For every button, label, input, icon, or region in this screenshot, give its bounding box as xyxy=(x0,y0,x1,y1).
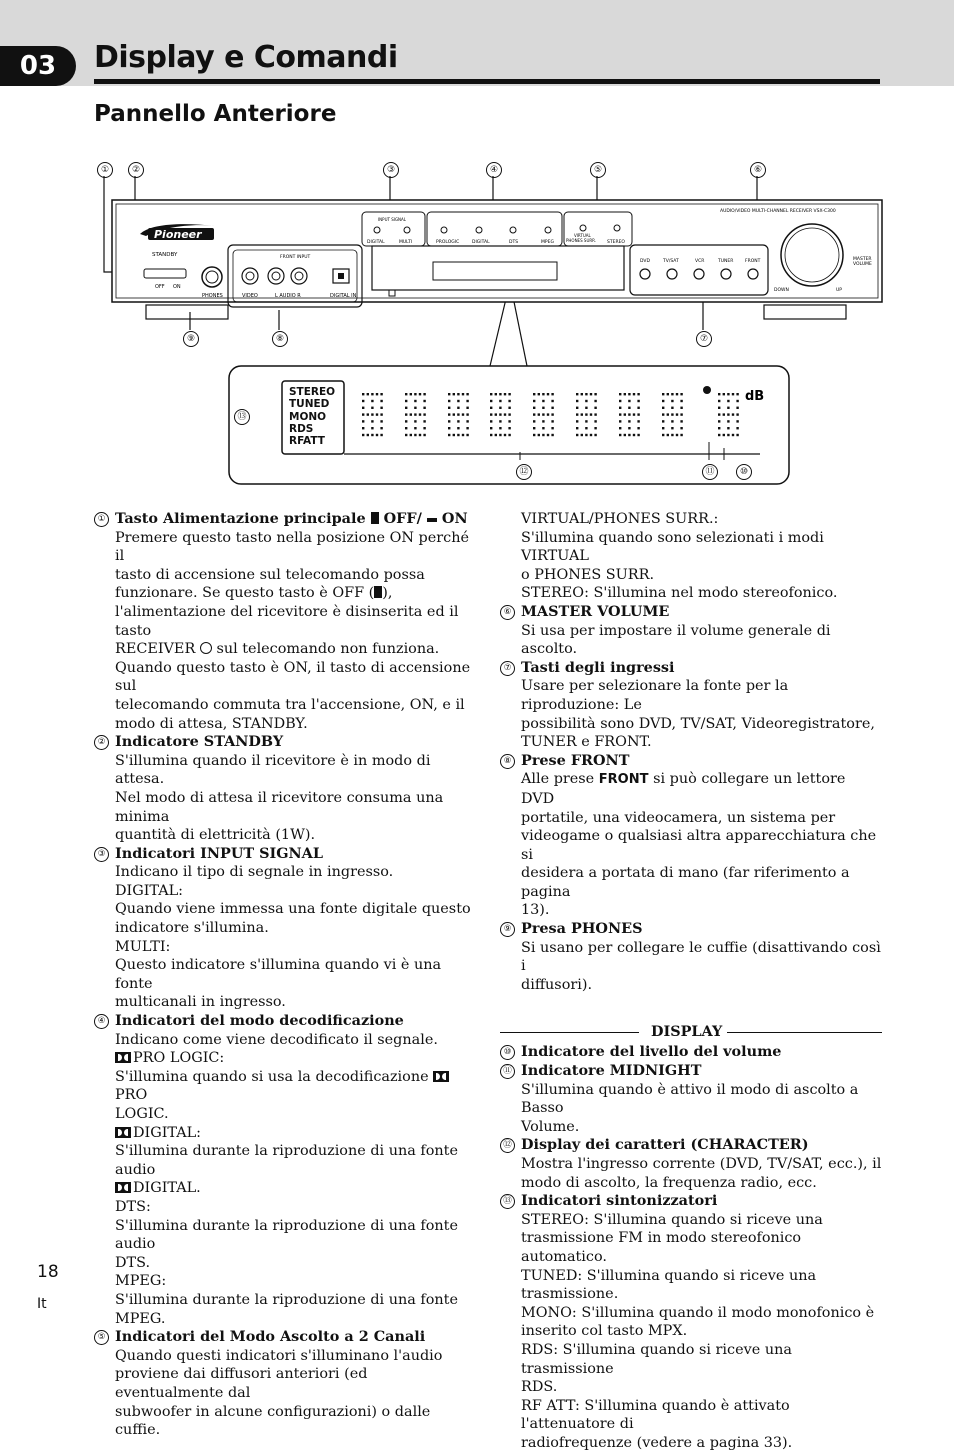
dolby-icon xyxy=(115,1127,131,1138)
callout-9: ⑨ xyxy=(183,331,199,347)
item-2ch: ⑤ Indicatori del Modo Ascolto a 2 Canali Quando questi indicatori s'illuminano l'audio proviene dai diffusori anteriori (ed eventualmente dal subwoofer in alcune configurazioni) o dalle cuffie. xyxy=(94,1328,480,1440)
svg-text:AUDIO/VIDEO MULTI-CHANNEL RECE: AUDIO/VIDEO MULTI-CHANNEL RECEIVER VSX-C300 xyxy=(720,209,836,214)
callout-5: ⑤ xyxy=(590,162,606,178)
svg-text:DTS: DTS xyxy=(509,240,519,245)
item-tuner: ⑬ Indicatori sintonizzatori STEREO: S'illumina quando si riceve una trasmissione FM in modo stereofonico automatico. TUNED: S'illumina quando si riceve una trasmissione. MONO: S'illumina quando il modo monofonico è inserito col tasto MPX. RDS: S'illumina quando si riceve una trasmissione RDS. RF ATT: S'illumina quando è attivato l'attenuatore di radiofrequenze (vedere a pagina 33). xyxy=(500,1192,882,1452)
item-midnight: ⑪ Indicatore MIDNIGHT S'illumina quando è attivo il modo di ascolto a Basso Volume. xyxy=(500,1062,882,1136)
svg-text:PROLOGIC: PROLOGIC xyxy=(436,240,460,245)
svg-text:VCR: VCR xyxy=(695,259,705,264)
switch-off-icon xyxy=(371,512,379,524)
svg-text:STANDBY: STANDBY xyxy=(152,252,178,258)
tuner-indicator: STEREO xyxy=(289,386,336,398)
tuner-indicator: RFATT xyxy=(289,435,325,448)
callout-6: ⑥ xyxy=(750,162,766,178)
tuner-indicator: TUNED xyxy=(289,398,330,411)
svg-text:PHONES SURR.: PHONES SURR. xyxy=(566,238,597,243)
page-title: Display e Comandi xyxy=(94,40,398,75)
svg-text:DIGITAL: DIGITAL xyxy=(367,240,385,245)
section-title: Pannello Anteriore xyxy=(94,101,337,127)
item-phones: ⑨ Presa PHONES Si usano per collegare le cuffie (disattivando così i diffusori). xyxy=(500,920,882,994)
svg-text:TUNER: TUNER xyxy=(718,259,734,264)
svg-text:VIRTUAL: VIRTUAL xyxy=(574,233,591,238)
item-character: ⑫ Display dei caratteri (CHARACTER) Mostra l'ingresso corrente (DVD, TV/SAT, ecc.), il modo di ascolto, la frequenza radio, ecc. xyxy=(500,1136,882,1192)
svg-text:MASTER: MASTER xyxy=(853,257,872,262)
item-master-volume: ⑥ MASTER VOLUME Si usa per impostare il volume generale di ascolto. xyxy=(500,603,882,659)
tuner-indicator: MONO xyxy=(289,410,327,423)
callout-2: ② xyxy=(128,162,144,178)
power-icon xyxy=(200,642,212,654)
svg-text:VIDEO: VIDEO xyxy=(242,293,258,299)
item-decode: ④ Indicatori del modo decodificazione Indicano come viene decodificato il segnale. PRO LOGIC: S'illumina quando si usa la decodificazione PRO LOGIC. DIGITAL: S'illumina durante la riproduzione di una fonte audio DIGITAL. DTS: S'illumina durante la riproduzione di una fonte audio DTS. MPEG: S'illumina durante la riproduzione di una fonte MPEG. xyxy=(94,1012,480,1328)
svg-text:dB: dB xyxy=(745,389,765,404)
svg-text:MPEG: MPEG xyxy=(541,240,554,245)
page-number: 18 xyxy=(37,1262,59,1282)
svg-text:ON: ON xyxy=(173,284,181,290)
dolby-icon xyxy=(115,1182,131,1193)
right-column xyxy=(500,510,882,1453)
left-column xyxy=(94,510,480,1440)
item-input-buttons: ⑦ Tasti degli ingressi Usare per selezionare la fonte per la riproduzione: Le possibilità sono DVD, TV/SAT, Videoregistratore, TUNER e FRONT. xyxy=(500,659,882,752)
callout-12: ⑫ xyxy=(516,464,532,480)
item-power: ① Tasto Alimentazione principale OFF/ ON Premere questo tasto nella posizione ON perché il tasto di accensione sul telecomando possa funzionare. Se questo tasto è OFF ( ), l'alimentazione del ricevitore è disinserita ed il tasto RECEIVER sul telecomando non funziona. Quando questo tasto è ON, il tasto di accensione sul telecomando commuta tra l'accensione, ON, e il modo di attesa, STANDBY. xyxy=(94,510,480,733)
item-front-jacks: ⑧ Prese FRONT Alle prese FRONT si può collegare un lettore DVD portatile, una videocamera, un sistema per videogame o qualsiasi altra apparecchiatura che si desidera a portata di mano (far riferimento a pagina 13). xyxy=(500,752,882,920)
svg-text:DVD: DVD xyxy=(640,259,650,264)
svg-text:MULTI: MULTI xyxy=(399,240,413,245)
svg-text:DIGITAL: DIGITAL xyxy=(472,240,490,245)
svg-text:PHONES: PHONES xyxy=(202,293,223,299)
midnight-indicator xyxy=(703,386,711,394)
item-standby: ② Indicatore STANDBY S'illumina quando il ricevitore è in modo di attesa. Nel modo di attesa il ricevitore consuma una minima quantità di elettricità (1W). xyxy=(94,733,480,845)
callout-1: ① xyxy=(97,162,113,178)
front-panel-figure xyxy=(0,150,954,500)
svg-text:DOWN: DOWN xyxy=(774,288,789,293)
svg-text:L AUDIO R: L AUDIO R xyxy=(275,293,301,299)
svg-text:TV/SAT: TV/SAT xyxy=(663,259,679,264)
tuner-indicator: RDS xyxy=(289,422,314,435)
svg-text:UP: UP xyxy=(836,288,843,293)
switch-on-icon xyxy=(427,518,437,522)
item-2ch-continued: VIRTUAL/PHONES SURR.: S'illumina quando sono selezionati i modi VIRTUAL o PHONES SURR. STEREO: S'illumina nel modo stereofonico. xyxy=(521,511,838,602)
callout-11: ⑪ xyxy=(702,464,718,480)
brand-logo: Pioneer xyxy=(154,228,202,241)
svg-text:INPUT SIGNAL: INPUT SIGNAL xyxy=(378,217,407,222)
callout-10: ⑩ xyxy=(736,464,752,480)
svg-text:FRONT: FRONT xyxy=(745,259,761,264)
callout-8: ⑧ xyxy=(272,331,288,347)
callout-13: ⑬ xyxy=(234,409,250,425)
language-code: It xyxy=(37,1296,47,1312)
callout-4: ④ xyxy=(486,162,502,178)
tuner-indicators xyxy=(289,386,335,447)
svg-text:DIGITAL IN: DIGITAL IN xyxy=(330,293,357,299)
chapter-tab: 03 xyxy=(0,46,76,86)
item-input-signal: ③ Indicatori INPUT SIGNAL Indicano il tipo di segnale in ingresso. DIGITAL: Quando viene immessa una fonte digitale questo indicatore s'illumina. MULTI: Questo indicatore s'illumina quando vi è una fonte multicanali in ingresso. xyxy=(94,845,480,1012)
callout-3: ③ xyxy=(383,162,399,178)
dolby-icon xyxy=(115,1052,131,1063)
title-rule xyxy=(94,79,880,84)
svg-text:VOLUME: VOLUME xyxy=(853,262,872,267)
display-heading: DISPLAY xyxy=(500,1023,882,1043)
item-volume-level: ⑩ Indicatore del livello del volume xyxy=(500,1043,882,1062)
front-panel-illustration xyxy=(0,150,954,500)
dolby-icon xyxy=(433,1071,449,1082)
svg-text:OFF: OFF xyxy=(155,284,165,290)
svg-text:FRONT INPUT: FRONT INPUT xyxy=(280,255,311,260)
svg-text:STEREO: STEREO xyxy=(607,240,625,245)
callout-7: ⑦ xyxy=(696,331,712,347)
